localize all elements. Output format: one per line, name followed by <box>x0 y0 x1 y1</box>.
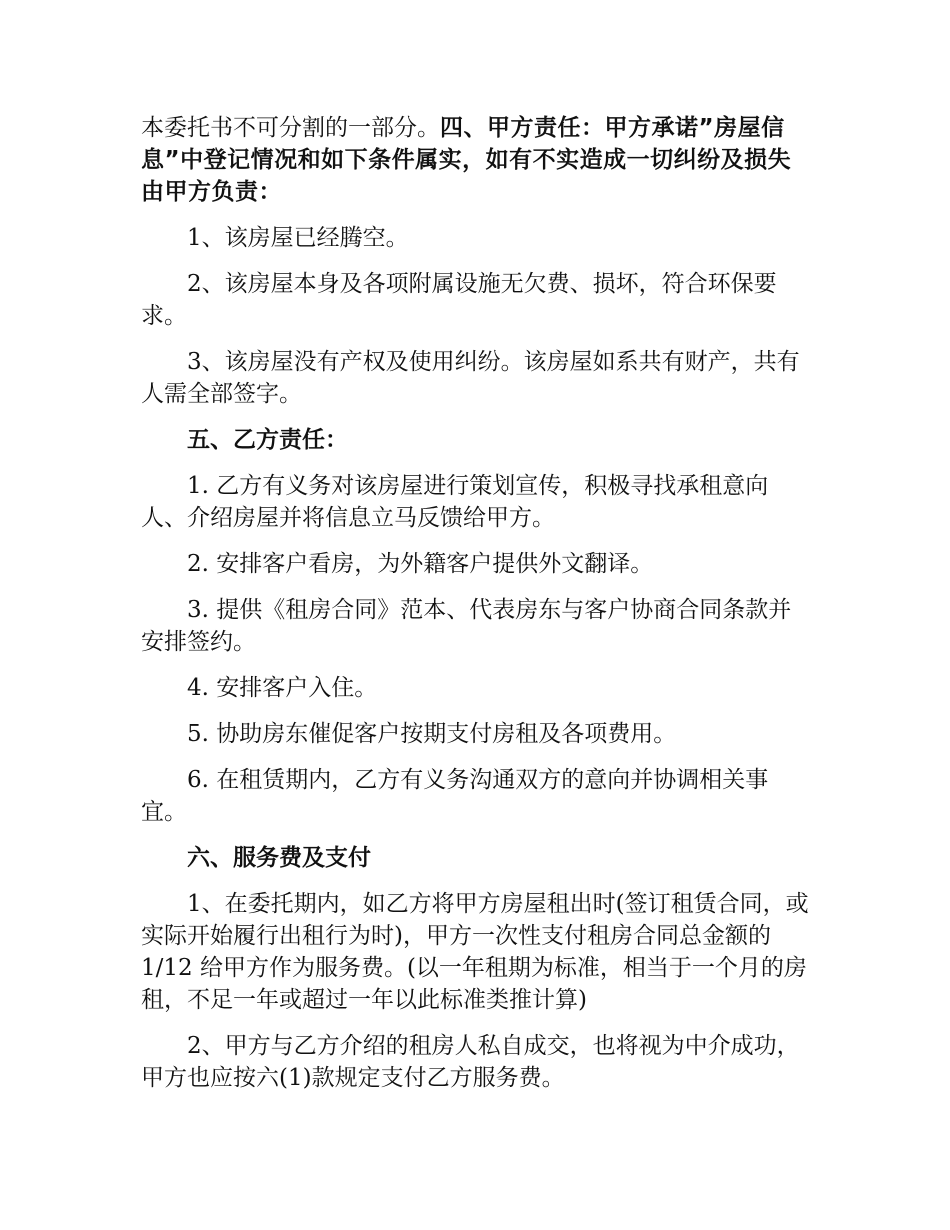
party-b-item-1: 1. 乙方有义务对该房屋进行策划宣传，积极寻找承租意向人、介绍房屋并将信息立马反馈给甲方。 <box>141 473 769 531</box>
section4-heading: 四、甲方责任：甲方承诺”房屋信息”中登记情况和如下条件属实，如有不实造成一切纠纷及损失由甲方负责： <box>141 115 792 205</box>
party-a-item-2: 2、该房屋本身及各项附属设施无欠费、损坏，符合环保要求。 <box>141 271 777 329</box>
section6-heading: 六、服务费及支付 <box>187 845 371 871</box>
party-b-item-3: 3. 提供《租房合同》范本、代表房东与客户协商合同条款并安排签约。 <box>141 597 792 655</box>
party-a-item-1: 1、该房屋已经腾空。 <box>187 225 409 251</box>
party-b-item-2: 2. 安排客户看房，为外籍客户提供外文翻译。 <box>187 551 654 577</box>
intro-paragraph <box>141 112 813 208</box>
section5-heading: 五、乙方责任： <box>187 427 348 453</box>
fee-item-2: 2、甲方与乙方介绍的租房人私自成交，也将视为中介成功，甲方也应按六(1)款规定支付乙方服务费。 <box>141 1033 800 1091</box>
fee-item-1: 1、在委托期内，如乙方将甲方房屋租出时(签订租赁合同，或实际开始履行出租行为时)，甲方一次性支付租房合同总金额的 1/12 给甲方作为服务费。(以一年租期为标准，相当于一个月的房租，不足一年或超过一年以此标准类推计算) <box>141 891 809 1013</box>
party-a-item-3: 3、该房屋没有产权及使用纠纷。该房屋如系共有财产，共有人需全部签字。 <box>141 349 800 407</box>
party-b-item-6: 6. 在租赁期内，乙方有义务沟通双方的意向并协调相关事宜。 <box>141 767 769 825</box>
party-b-item-4: 4. 安排客户入住。 <box>187 675 378 701</box>
party-b-item-5: 5. 协助房东催促客户按期支付房租及各项费用。 <box>187 721 677 747</box>
intro-plain-text: 本委托书不可分割的一部分。 <box>141 115 440 141</box>
document-page <box>141 112 813 1108</box>
